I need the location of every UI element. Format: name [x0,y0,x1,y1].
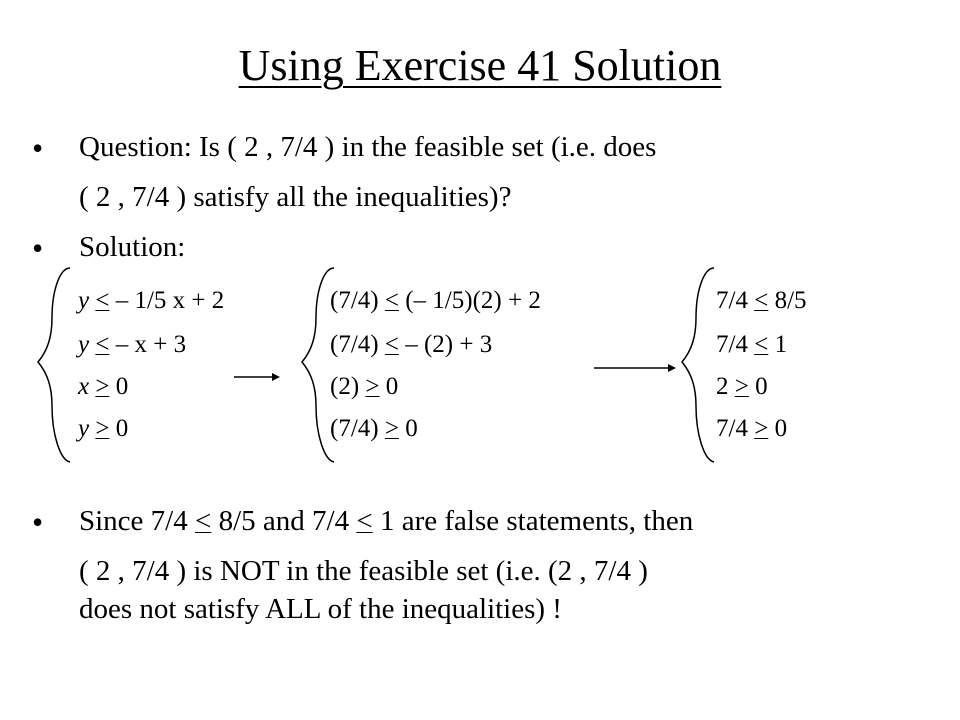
inequality-sign: < [754,331,769,358]
expression: 0 [379,373,399,400]
variable: y [78,415,90,442]
bullet-solution-dot: • [32,230,44,266]
left-brace-icon [38,268,70,462]
expression: 1 [768,331,788,358]
conclusion-part: Since 7/4 [79,505,195,537]
lhs: 7/4 [716,331,755,358]
lhs: (7/4) [330,331,385,358]
lhs: 2 [716,373,735,400]
bullet-conclusion-dot: • [32,504,44,540]
right-arrow-icon [234,373,280,381]
inequality-sign: < [384,331,399,358]
left-brace-icon [682,268,714,462]
inequality-sign: > [754,415,769,442]
expression: – (2) + 3 [398,331,493,358]
expression: 0 [748,373,768,400]
inequality-sign: < [356,505,373,537]
lhs: (7/4) [330,287,385,314]
inequality-sign: < [95,331,110,358]
inequality-sign: < [754,287,769,314]
inequality-sign: > [384,415,399,442]
inequality-sign: > [365,373,380,400]
lhs: (7/4) [330,415,385,442]
expression: – 1/5 x + 2 [109,287,225,314]
lhs: 7/4 [716,287,755,314]
bullet-question-dot: • [32,130,44,166]
expression: 0 [768,415,788,442]
inequality-sign: < [95,287,110,314]
expression: – x + 3 [109,331,187,358]
lhs: 7/4 [716,415,755,442]
conclusion-line-1 [79,504,693,538]
conclusion-part: 8/5 and 7/4 [211,505,357,537]
variable: x [78,373,90,400]
inequality-sign: < [384,287,399,314]
left-brace-icon [302,268,334,462]
conclusion-line-2: ( 2 , 7/4 ) is NOT in the feasible set (i.e. (2 , 7/4 ) [79,555,648,587]
conclusion-line-3: does not satisfy ALL of the inequalities) ! [79,593,562,625]
expression: 0 [109,373,129,400]
inequality-sign: < [195,505,212,537]
expression: (– 1/5)(2) + 2 [398,287,541,314]
inequality-sign: > [95,415,110,442]
expression: 8/5 [768,287,807,314]
variable: y [78,287,90,314]
question-line-2: ( 2 , 7/4 ) satisfy all the inequalities)? [79,181,512,213]
right-arrow-icon [594,364,676,372]
inequality-sign: > [734,373,749,400]
question-line-1: Question: Is ( 2 , 7/4 ) in the feasible set (i.e. does [79,131,657,163]
inequality-sign: > [95,373,110,400]
variable: y [78,331,90,358]
solution-label: Solution: [79,231,186,263]
conclusion-part: 1 are false statements, then [372,505,694,537]
expression: 0 [109,415,129,442]
slide-title-text: Using Exercise 41 Solution [238,41,722,90]
expression: 0 [398,415,418,442]
lhs: (2) [330,373,366,400]
